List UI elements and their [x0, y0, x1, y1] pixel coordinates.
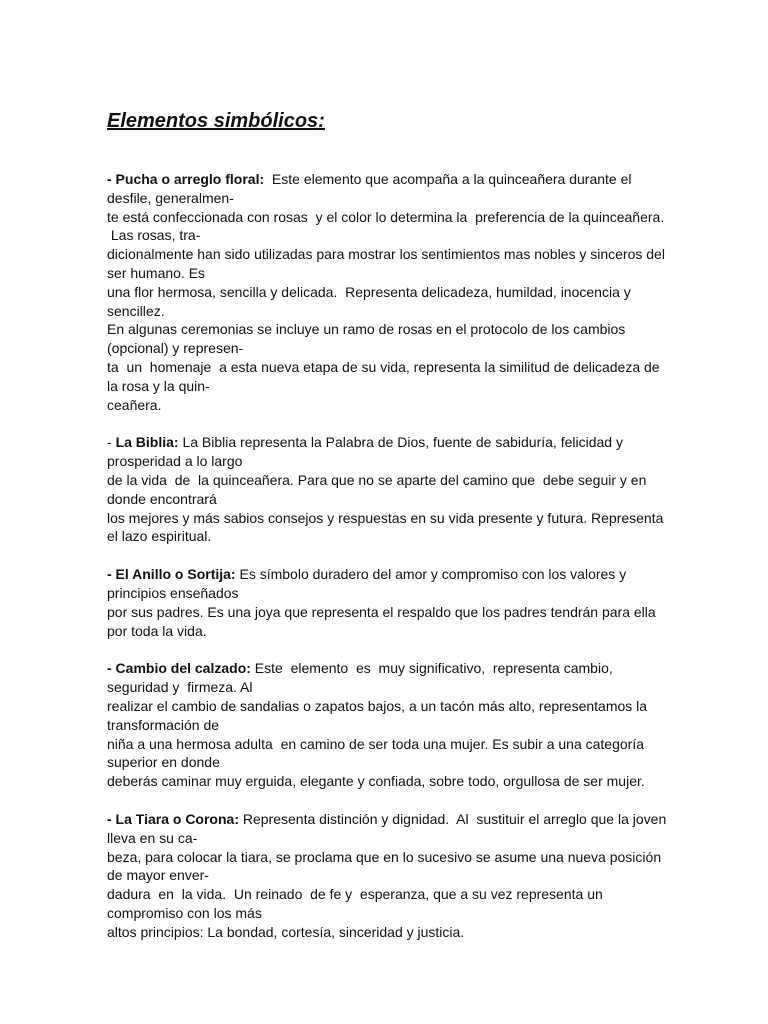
- text-line: [107, 377, 663, 396]
- text-line: [107, 923, 663, 942]
- text-line: [107, 509, 663, 528]
- paragraph-section: [107, 659, 663, 791]
- text-line: [107, 189, 663, 208]
- text-line: [107, 170, 663, 189]
- line-prefix: -: [107, 434, 116, 451]
- text-line: [107, 584, 663, 603]
- paragraph-section: [107, 170, 663, 414]
- line-text: transformación de: [107, 716, 220, 733]
- text-line: [107, 772, 663, 791]
- line-text: lleva en su ca-: [107, 829, 198, 846]
- text-line: [107, 753, 663, 772]
- text-line: [107, 490, 663, 509]
- line-text: los mejores y más sabios consejos y respuestas en su vida presente y futura. Representa: [107, 509, 664, 526]
- text-line: [107, 603, 663, 622]
- line-text: ser humano. Es: [107, 264, 206, 281]
- text-line: [107, 885, 663, 904]
- text-line: [107, 226, 663, 245]
- text-line: [107, 396, 663, 415]
- text-line: [107, 433, 663, 452]
- line-text: te está confeccionada con rosas y el color lo determina la preferencia de la quinceañera.: [107, 208, 665, 225]
- text-line: [107, 735, 663, 754]
- line-text: Este elemento es muy significativo, representa cambio,: [250, 660, 613, 677]
- text-line: [107, 866, 663, 885]
- line-text: En algunas ceremonias se incluye un ramo de rosas en el protocolo de los cambios: [107, 321, 626, 338]
- line-text: Representa distinción y dignidad. Al sustituir el arreglo que la joven: [238, 810, 667, 827]
- line-text: seguridad y firmeza. Al: [107, 679, 253, 696]
- document-body: [107, 170, 667, 941]
- line-text: por sus padres. Es una joya que representa el respaldo que los padres tendrán para ella: [107, 603, 656, 620]
- line-text: deberás caminar muy erguida, elegante y confiada, sobre todo, orgullosa de ser mujer.: [107, 773, 645, 790]
- text-line: [107, 452, 663, 471]
- paragraph-section: [107, 433, 663, 546]
- line-text: una flor hermosa, sencilla y delicada. Representa delicadeza, humildad, inocencia y: [107, 283, 631, 300]
- line-text: La Biblia representa la Palabra de Dios, fuente de sabiduría, felicidad y: [178, 434, 623, 451]
- text-line: [107, 716, 663, 735]
- text-line: [107, 358, 663, 377]
- line-text: altos principios: La bondad, cortesía, sinceridad y justicia.: [107, 923, 465, 940]
- text-line: [107, 697, 663, 716]
- line-text: Este elemento que acompaña a la quinceañera durante el: [264, 171, 632, 187]
- item-heading: - Cambio del calzado:: [107, 660, 251, 677]
- text-line: [107, 622, 663, 641]
- text-line: [107, 302, 663, 321]
- title-text: Elementos simbólicos: [107, 110, 319, 132]
- item-heading: - La Tiara o Corona:: [107, 810, 239, 827]
- text-line: [107, 283, 663, 302]
- line-text: de mayor enver-: [107, 867, 209, 884]
- line-text: dadura en la vida. Un reinado de fe y esperanza, que a su vez representa un: [107, 886, 603, 903]
- line-text: principios enseñados: [107, 584, 239, 601]
- line-text: compromiso con los más: [107, 904, 262, 921]
- line-text: dicionalmente han sido utilizadas para mostrar los sentimientos mas nobles y sinceros del: [107, 246, 665, 263]
- title-colon: :: [318, 110, 325, 132]
- line-text: la rosa y la quin-: [107, 377, 210, 394]
- item-heading: - El Anillo o Sortija:: [107, 566, 236, 583]
- text-line: [107, 659, 663, 678]
- line-text: ta un homenaje a esta nueva etapa de su vida, representa la similitud de delicadeza de: [107, 358, 660, 375]
- item-heading: La Biblia:: [115, 434, 179, 451]
- text-line: [107, 339, 663, 358]
- line-text: Es símbolo duradero del amor y compromiso con los valores y: [235, 566, 627, 583]
- line-text: por toda la vida.: [107, 622, 207, 639]
- text-line: [107, 245, 663, 264]
- text-line: [107, 527, 663, 546]
- text-line: [107, 565, 663, 584]
- line-text: de la vida de la quinceañera. Para que no se aparte del camino que debe seguir y en: [107, 471, 647, 488]
- line-text: donde encontrará: [107, 490, 217, 507]
- text-line: [107, 810, 667, 829]
- document-page: [107, 108, 667, 960]
- line-text: sencillez.: [107, 302, 165, 319]
- line-text: Las rosas, tra-: [107, 227, 201, 244]
- text-line: [107, 678, 663, 697]
- line-text: niña a una hermosa adulta en camino de ser toda una mujer. Es subir a una categoría: [107, 735, 645, 752]
- document-title: [107, 108, 663, 134]
- line-text: desfile, generalmen-: [107, 189, 234, 206]
- line-text: prosperidad a lo largo: [107, 453, 243, 470]
- text-line: [107, 829, 663, 848]
- line-text: realizar el cambio de sandalias o zapatos bajos, a un tacón más alto, representamos la: [107, 697, 648, 714]
- line-text: superior en donde: [107, 754, 220, 771]
- line-text: el lazo espiritual.: [107, 528, 212, 545]
- paragraph-section: [107, 810, 667, 942]
- text-line: [107, 471, 663, 490]
- text-line: [107, 904, 663, 923]
- text-line: [107, 264, 663, 283]
- paragraph-section: [107, 565, 663, 640]
- text-line: [107, 208, 663, 227]
- text-line: [107, 848, 663, 867]
- text-line: [107, 320, 663, 339]
- line-text: ceañera.: [107, 396, 162, 413]
- line-text: beza, para colocar la tiara, se proclama que en lo sucesivo se asume una nueva posición: [107, 848, 662, 865]
- line-text: (opcional) y represen-: [107, 340, 244, 357]
- item-heading: - Pucha o arreglo floral:: [107, 171, 265, 187]
